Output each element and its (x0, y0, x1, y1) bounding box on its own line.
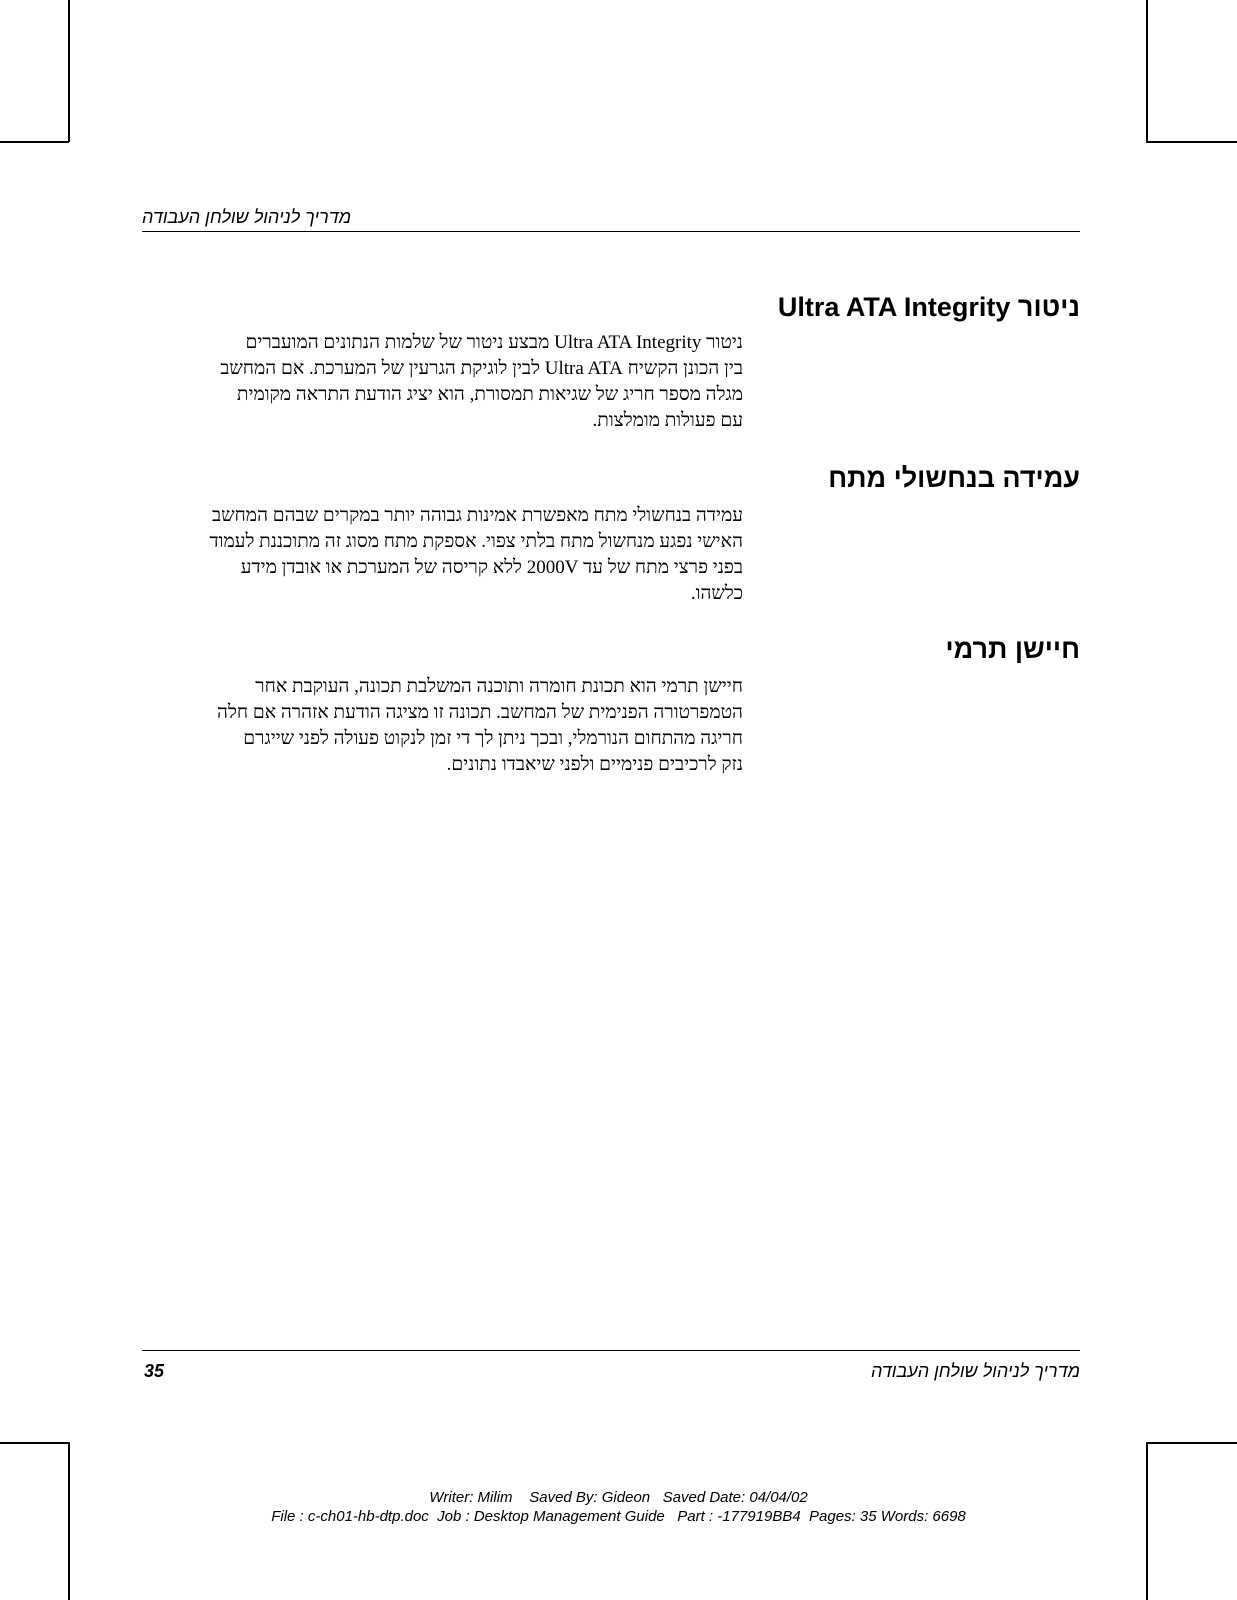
crop-mark-top-left-vertical (68, 0, 70, 142)
body-line: מגלה מספר חריג של שגיאות תמסורת, הוא יציג הודעת התראה מקומית (236, 384, 743, 405)
crop-mark-bottom-right-horizontal (1146, 1442, 1237, 1444)
running-header (142, 205, 1080, 232)
body-line: כלשהו. (690, 583, 743, 604)
doc-info-line-1: Writer: Milim Saved By: Gideon Saved Date: 04/04/02 (429, 1489, 808, 1506)
body-line: נזק לרכיבים פנימיים ולפני שיאבדו נתונים. (446, 754, 743, 775)
body-line: עמידה בנחשולי מתח מאפשרת אמינות גבוהה יותר במקרים שבהם המחשב (211, 505, 743, 526)
running-footer-title: מדריך לניהול שולחן העבודה (870, 1361, 1080, 1381)
body-line: חריגה מהתחום הנורמלי, ובכך ניתן לך די זמן לנקוט פעולה לפני שייגרם (243, 728, 743, 749)
body-line: האישי נפגע מנחשול מתח בלתי צפוי. אספקת מתח מסוג זה מתוכננת לעמוד (209, 531, 743, 552)
running-header-title: מדריך לניהול שולחן העבודה (142, 207, 352, 227)
section-heading-ultra-ata: ניטור Ultra ATA Integrity (777, 292, 1080, 322)
running-footer (142, 1350, 1080, 1381)
body-line: עם פעולות מומלצות. (592, 410, 743, 431)
section-heading-thermal-sensor: חיישן תרמי (945, 634, 1080, 664)
crop-mark-bottom-left-horizontal (0, 1442, 69, 1444)
body-line: חיישן תרמי הוא תכונת חומרה ותוכנה המשלבת תכונה, העוקבת אחר (255, 676, 743, 697)
crop-mark-top-left-horizontal (0, 141, 69, 143)
section-body-thermal-sensor (143, 674, 743, 778)
body-line: ניטור Ultra ATA Integrity מבצע ניטור של שלמות הנתונים המועברים (245, 332, 743, 353)
crop-mark-top-right-vertical (1146, 0, 1148, 142)
section-body-ultra-ata (143, 330, 743, 434)
doc-info-line-2: File : c-ch01-hb-dtp.doc Job : Desktop Management Guide Part : -177919BB4 Pages: 35 Words: 6698 (271, 1508, 966, 1525)
body-line: בפני פרצי מתח של עד 2000V ללא קריסה של המערכת או אובדן מידע (240, 557, 743, 578)
crop-mark-top-right-horizontal (1146, 141, 1237, 143)
section-heading-surge-tolerance: עמידה בנחשולי מתח (828, 463, 1080, 493)
page-number: 35 (144, 1361, 165, 1381)
section-body-surge-tolerance (143, 503, 743, 607)
body-line: בין הכונן הקשיח Ultra ATA לבין לוגיקת הגרעין של המערכת. אם המחשב (220, 358, 743, 379)
body-line: הטמפרטורה הפנימית של המחשב. תכונה זו מציגה הודעת אזהרה אם חלה (217, 702, 743, 723)
